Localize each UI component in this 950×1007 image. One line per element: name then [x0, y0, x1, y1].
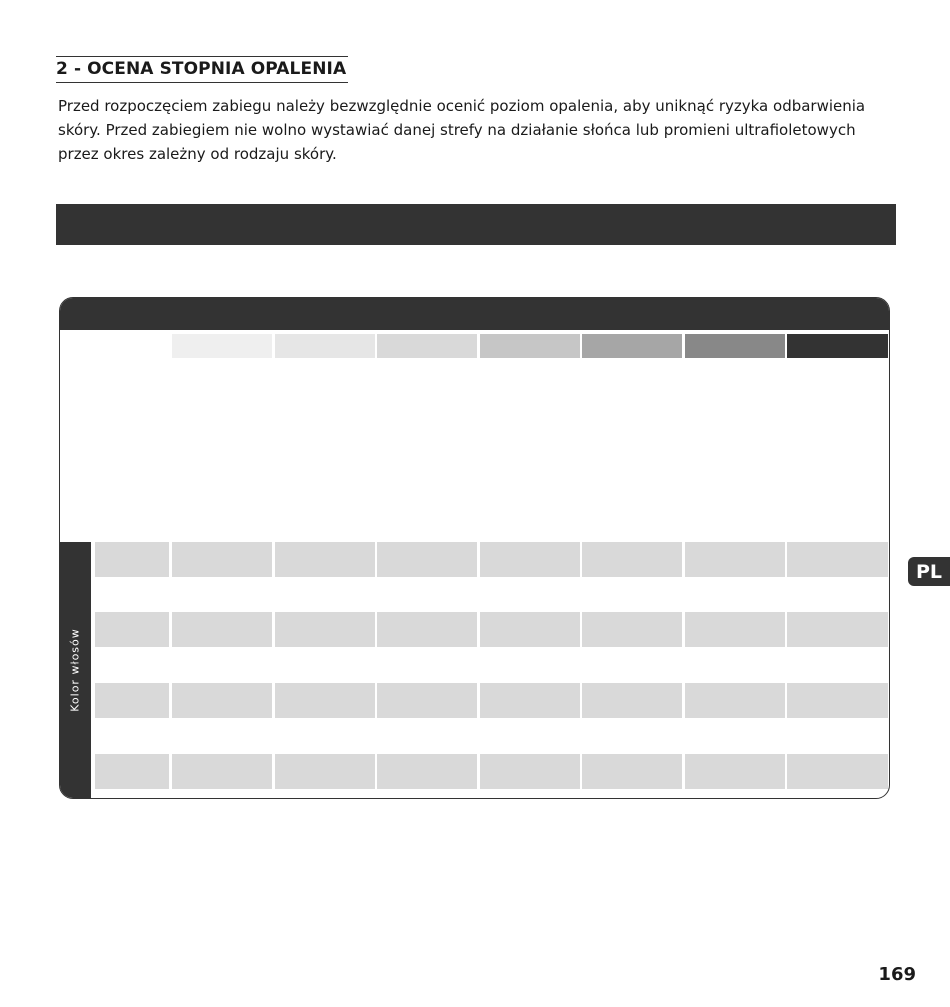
- table-cell: [480, 754, 580, 789]
- page-number: 169: [878, 964, 916, 985]
- table-cell: [480, 612, 580, 647]
- table-cell: [172, 683, 272, 718]
- intro-paragraph: Przed rozpoczęciem zabiegu należy bezwzględnie ocenić poziom opalenia, aby uniknąć ryzyka odbarwienia skóry. Przed zabiegiem nie wolno wystawiać danej strefy na działanie słońca lub promieni ultrafioletowych przez okres zależny od rodzaju skóry.: [58, 97, 866, 163]
- table-cell: [172, 612, 272, 647]
- table-cell: [582, 542, 682, 577]
- table-cell: [685, 754, 785, 789]
- language-tab-pl: PL: [908, 557, 950, 586]
- table-cell: [172, 754, 272, 789]
- table-cell: [377, 683, 477, 718]
- table-cell: [582, 612, 682, 647]
- skin-tone-swatch: [275, 334, 375, 358]
- section-heading: 2 - OCENA STOPNIA OPALENIA: [56, 56, 348, 83]
- dark-band: [56, 204, 896, 245]
- table-cell: [787, 754, 888, 789]
- table-cell: [275, 612, 375, 647]
- table-cell: [172, 542, 272, 577]
- table-cell: [787, 542, 888, 577]
- skin-tone-swatch: [172, 334, 272, 358]
- table-cell: [685, 683, 785, 718]
- table-cell: [377, 542, 477, 577]
- table-cell: [95, 754, 169, 789]
- tanning-table: [59, 297, 890, 799]
- skin-tone-swatch: [582, 334, 682, 358]
- table-cell: [275, 542, 375, 577]
- table-header-bar: [60, 298, 889, 330]
- table-cell: [95, 542, 169, 577]
- skin-tone-swatch: [480, 334, 580, 358]
- hair-color-label: Kolor włosów: [68, 628, 82, 712]
- table-cell: [377, 612, 477, 647]
- table-cell: [685, 612, 785, 647]
- table-cell: [685, 542, 785, 577]
- table-cell: [582, 683, 682, 718]
- skin-tone-swatch: [685, 334, 785, 358]
- table-cell: [787, 683, 888, 718]
- table-cell: [275, 754, 375, 789]
- table-cell: [377, 754, 477, 789]
- table-cell: [95, 683, 169, 718]
- table-cell: [275, 683, 375, 718]
- table-cell: [95, 612, 169, 647]
- table-cell: [480, 683, 580, 718]
- skin-tone-swatch: [787, 334, 888, 358]
- table-cell: [480, 542, 580, 577]
- table-cell: [582, 754, 682, 789]
- skin-tone-swatch: [377, 334, 477, 358]
- table-cell: [787, 612, 888, 647]
